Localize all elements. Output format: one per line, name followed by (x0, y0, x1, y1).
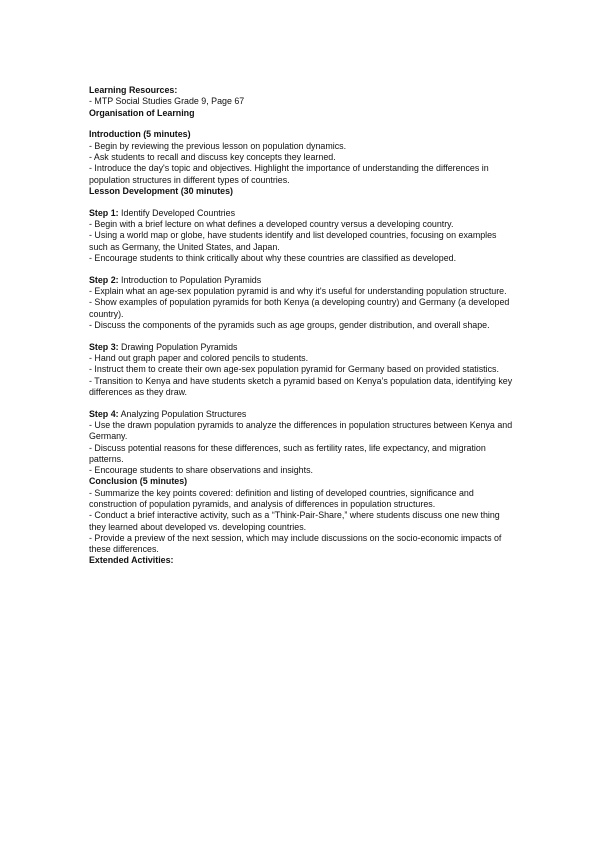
learning-resources-item: - MTP Social Studies Grade 9, Page 67 (89, 96, 245, 107)
step-4-item: - Encourage students to share observations and insights. (89, 465, 313, 476)
conclusion-item: - Summarize the key points covered: definition and listing of developed countries, significance and construction of population pyramids, and analysis of differences in population structures. (89, 487, 474, 509)
conclusion-heading: Conclusion (5 minutes) (89, 476, 188, 487)
step-4-label: Step 4: (89, 408, 119, 419)
step-1-item: - Encourage students to think critically about why these countries are classified as developed. (89, 252, 457, 263)
step-4-item: - Use the drawn population pyramids to analyze the differences in population structures between Kenya and Germany. (89, 419, 513, 442)
step-2-label: Step 2: (89, 274, 119, 285)
learning-resources-heading: Learning Resources: (89, 85, 178, 95)
step-2-item: - Explain what an age-sex population pyramid is and why it's useful for understanding population structure. (89, 285, 507, 296)
step-4-heading (89, 409, 514, 420)
extended-activities-heading: Extended Activities: (89, 555, 174, 566)
step-2-heading (89, 275, 514, 286)
step-2-item: - Discuss the components of the pyramids such as age groups, gender distribution, and overall shape. (89, 319, 490, 330)
conclusion-item: - Conduct a brief interactive activity, such as a “Think-Pair-Share,” where students discuss one new thing they learned about developed vs. developing countries. (89, 510, 500, 532)
introduction-item: - Introduce the day's topic and objectives. Highlight the importance of understanding the differences in population structures in different types of countries. (89, 163, 489, 185)
lesson-development-heading: Lesson Development (30 minutes) (89, 185, 234, 196)
step-1-label: Step 1: (89, 207, 119, 218)
step-2-item: - Show examples of population pyramids for both Kenya (a developing country) and Germany (a developed country). (89, 297, 510, 319)
step-1-title: Identify Developed Countries (118, 207, 236, 218)
step-2-title: Introduction to Population Pyramids (118, 274, 262, 285)
step-3-label: Step 3: (89, 341, 119, 352)
step-1-item: - Using a world map or globe, have students identify and list developed countries, focusing on examples such as Germany, the United States, and Japan. (89, 230, 497, 252)
lesson-plan-body (89, 85, 514, 567)
organisation-heading: Organisation of Learning (89, 107, 195, 118)
step-3-title: Drawing Population Pyramids (118, 341, 238, 352)
conclusion-item: - Provide a preview of the next session, which may include discussions on the socio-economic impacts of these differences. (89, 532, 502, 555)
step-4-title: Analyzing Population Structures (118, 408, 247, 419)
step-3-item: - Transition to Kenya and have students sketch a pyramid based on Kenya’s population data, identifying key differences as they draw. (89, 375, 513, 397)
introduction-item: - Begin by reviewing the previous lesson on population dynamics. (89, 140, 347, 151)
step-3-item: - Hand out graph paper and colored pencils to students. (89, 352, 309, 363)
step-3-heading (89, 342, 514, 353)
step-4-item: - Discuss potential reasons for these differences, such as fertility rates, life expectancy, and migration patterns. (89, 442, 486, 464)
step-1-item: - Begin with a brief lecture on what defines a developed country versus a developing country. (89, 218, 454, 229)
step-3-item: - Instruct them to create their own age-sex population pyramid for Germany based on provided statistics. (89, 364, 499, 375)
step-1-heading (89, 208, 514, 219)
introduction-heading: Introduction (5 minutes) (89, 129, 191, 140)
introduction-item: - Ask students to recall and discuss key concepts they learned. (89, 151, 336, 162)
